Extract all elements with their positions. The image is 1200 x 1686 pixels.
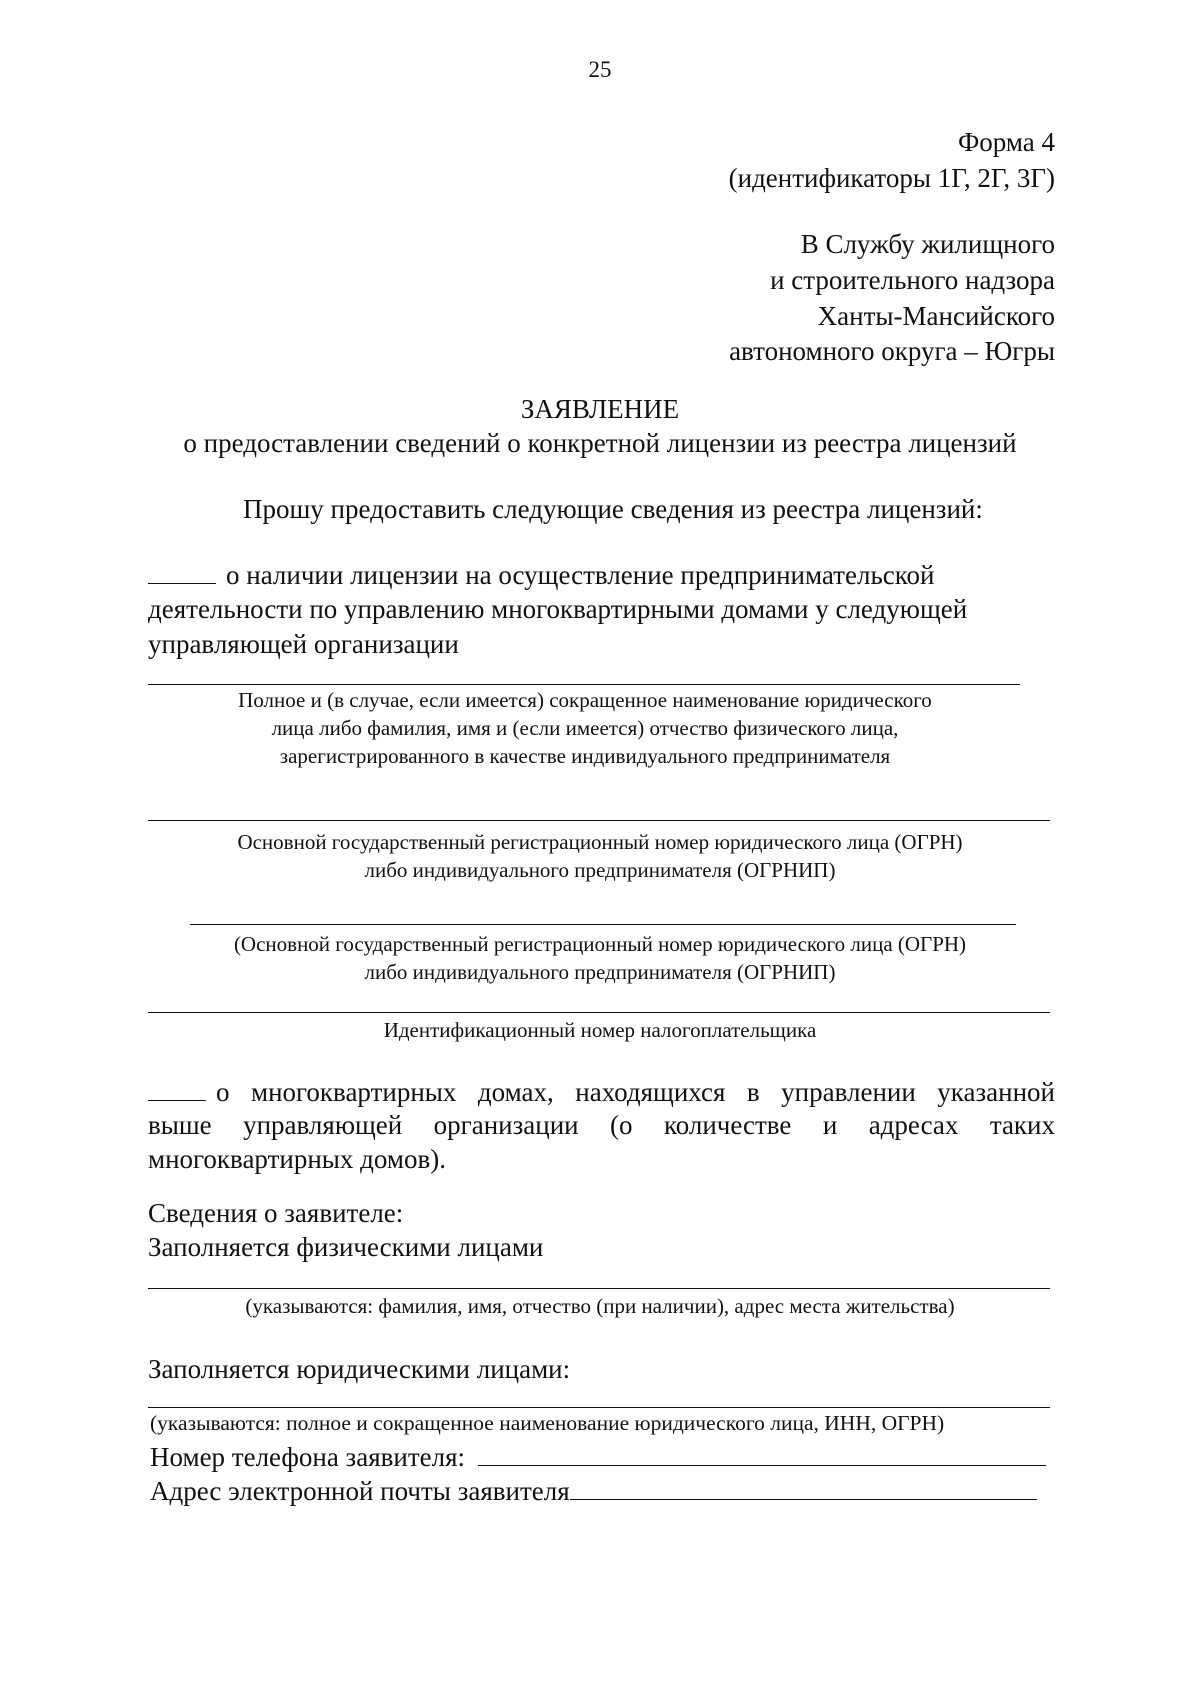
option1-line-3: управляющей организации [148,629,459,659]
email-label: Адрес электронной почты заявителя [150,1476,570,1506]
addressee-line-2: и строительного надзора [770,265,1055,295]
ogrn-caption-2b: либо индивидуального предпринимателя (ОГРНИП) [364,960,836,984]
phone-label: Номер телефона заявителя: [150,1442,465,1472]
phone-input-line[interactable] [478,1441,1046,1466]
org-name-caption-2: лица либо фамилия, имя и (если имеется) отчество физического лица, [271,716,899,740]
option1-text-1: о наличии лицензии на осуществление предпринимательской [226,560,935,590]
email-input-line[interactable] [570,1475,1037,1500]
org-name-caption-1: Полное и (в случае, если имеется) сокращенное наименование юридического [238,688,932,712]
individuals-caption: (указываются: фамилия, имя, отчество (при наличии), адрес места жительства) [245,1294,955,1318]
document-title: ЗАЯВЛЕНИЕ [520,394,680,424]
individuals-field-line[interactable] [148,1288,1050,1289]
phone-row [150,1440,1046,1474]
inn-field-line[interactable] [148,1012,1050,1013]
addressee-line-3: Ханты-Мансийского [817,301,1055,331]
ogrn-caption-1a: Основной государственный регистрационный номер юридического лица (ОГРН) [237,830,963,854]
applicant-heading: Сведения о заявителе: [148,1198,404,1228]
page-number: 25 [588,57,612,82]
document-subtitle: о предоставлении сведений о конкретной лицензии из реестра лицензий [183,428,1017,458]
inn-caption: Идентификационный номер налогоплательщика [383,1018,817,1042]
request-intro: Прошу предоставить следующие сведения из реестра лицензий: [243,494,983,524]
ogrn-caption-2a: (Основной государственный регистрационный номер юридического лица (ОГРН) [233,932,967,956]
individuals-label: Заполняется физическими лицами [148,1232,544,1262]
option2-checkbox-blank[interactable] [148,1074,206,1101]
addressee-line-1: В Службу жилищного [800,229,1055,259]
email-row [150,1474,1037,1508]
legal-label: Заполняется юридическими лицами: [148,1354,571,1384]
org-name-caption-3: зарегистрированного в качестве индивидуального предпринимателя [279,744,891,768]
option1-checkbox-blank[interactable] [148,557,216,584]
ogrn-field-line-1[interactable] [148,820,1050,821]
option2-line-2: выше управляющей организации (о количестве и адресах таких [148,1110,1055,1140]
legal-caption: (указываются: полное и сокращенное наименование юридического лица, ИНН, ОГРН) [150,1411,945,1435]
option1-line-1 [148,557,934,592]
ogrn-caption-1b: либо индивидуального предпринимателя (ОГРНИП) [364,858,836,882]
option2-line-1 [148,1074,1055,1109]
org-name-field-line[interactable] [148,684,1020,685]
ogrn-field-line-2[interactable] [190,924,1016,925]
option2-text-1: о многоквартирных домах, находящихся в управлении указанной [216,1077,1055,1107]
form-identifiers: (идентификаторы 1Г, 2Г, 3Г) [728,163,1055,193]
addressee-line-4: автономного округа – Югры [729,336,1055,366]
form-label: Форма 4 [957,127,1055,157]
option1-line-2: деятельности по управлению многоквартирными домами у следующей [148,594,968,624]
legal-field-line[interactable] [148,1407,1050,1408]
option2-line-3: многоквартирных домов). [148,1144,446,1174]
